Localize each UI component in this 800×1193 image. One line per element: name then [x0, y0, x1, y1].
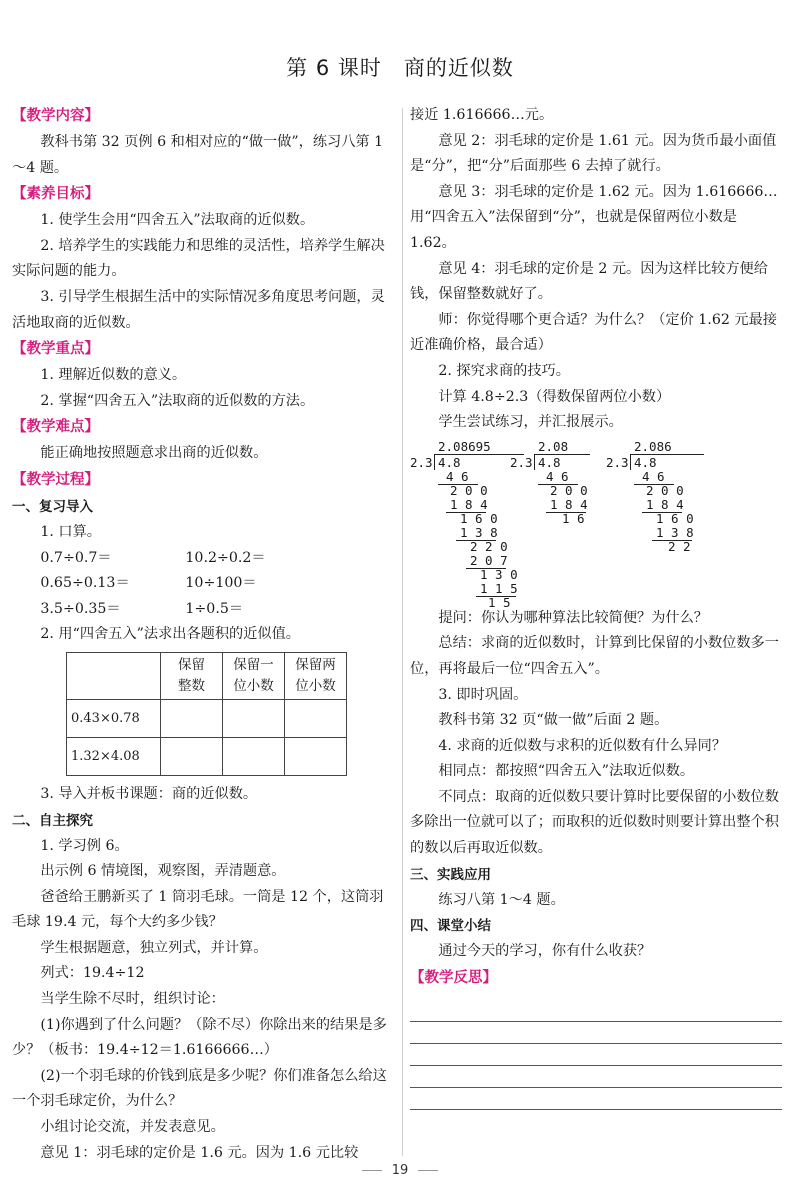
division-step: 2 0 0 — [550, 482, 588, 498]
division-step: 2 0 0 — [646, 482, 684, 498]
key-tag: 【教学重点】 — [12, 341, 99, 358]
division-step: 1 3 8 — [656, 524, 694, 540]
paragraph: 小组讨论交流，并发表意见。 — [40, 1119, 225, 1136]
oral-calc: 10÷100＝ — [185, 575, 257, 592]
oral-calc: 10.2÷0.2＝ — [185, 549, 266, 566]
table-corner — [67, 652, 161, 699]
division-divisor: 2.3 — [410, 454, 433, 470]
division-divisor: 2.3 — [510, 454, 533, 470]
paragraph: 意见 1：羽毛球的定价是 1.6 元。因为 1.6 元比较 — [40, 1144, 359, 1161]
table-cell — [223, 737, 285, 775]
lesson-topic: 商的近似数 — [403, 56, 514, 80]
division-step: 4 6 — [642, 468, 665, 484]
division-quotient: 2.08695 — [438, 438, 491, 454]
paragraph: 计算 4.8÷2.3（得数保留两位小数） — [438, 388, 671, 405]
table-row — [67, 737, 347, 775]
difficult-tag: 【教学难点】 — [12, 419, 99, 436]
section-heading: 三、实践应用 — [410, 866, 491, 883]
paragraph: 意见 4：羽毛球的定价是 2 元。因为这样比较方便给钱，保留整数就好了。 — [410, 260, 768, 303]
paragraph: 3. 即时巩固。 — [438, 686, 528, 703]
table-cell — [161, 737, 223, 775]
division-step: 1 3 0 — [480, 566, 518, 582]
right-column — [410, 103, 786, 1110]
division-step: 2 2 — [668, 538, 691, 554]
footer-dash — [418, 1170, 438, 1171]
division-bracket — [434, 454, 435, 470]
table-header: 保留两 位小数 — [285, 652, 347, 699]
column-divider — [402, 108, 403, 1156]
division-bracket — [534, 454, 535, 470]
lesson-number: 第 6 课时 — [286, 56, 382, 80]
oral-calc: 0.7÷0.7＝ — [40, 549, 112, 566]
paragraph: 师：你觉得哪个更合适？为什么？（定价 1.62 元最接近准确价格，最合适） — [410, 311, 777, 354]
paragraph: 教科书第 32 页“做一做”后面 2 题。 — [438, 712, 669, 729]
table-cell — [161, 699, 223, 737]
oral-calc: 0.65÷0.13＝ — [40, 575, 130, 592]
left-column — [12, 103, 392, 1166]
paragraph: 通过今天的学习，你有什么收获？ — [438, 943, 652, 960]
page-title — [0, 52, 800, 82]
list-item: 2. 用“四舍五入”法求出各题积的近似值。 — [40, 626, 300, 643]
oral-calc-row — [12, 546, 392, 572]
division-step: 1 5 — [488, 594, 511, 610]
paragraph: 接近 1.616666…元。 — [410, 107, 554, 123]
division-quotient: 2.08 — [538, 438, 569, 454]
division-step: 1 6 — [562, 510, 585, 526]
division-dividend: 4.8 — [438, 454, 461, 470]
table-header: 保留 整数 — [161, 652, 223, 699]
paragraph: (1)你遇到了什么问题？（除不尽）你除出来的结果是多少？（板书：19.4÷12＝1.6166666…） — [12, 1016, 387, 1059]
division-step: 1 8 4 — [646, 496, 684, 512]
content-text: 教科书第 32 页例 6 和相对应的“做一做”，练习八第 1～4 题。 — [12, 134, 384, 176]
goal-item: 2. 培养学生的实践能力和思维的灵活性，培养学生解决实际问题的能力。 — [12, 237, 385, 280]
oral-calc-row — [12, 597, 392, 623]
division-step: 4 6 — [446, 468, 469, 484]
list-item: 1. 口算。 — [40, 523, 101, 540]
table-row — [67, 699, 347, 737]
paragraph: 爸爸给王鹏新买了 1 筒羽毛球。一筒是 12 个，这筒羽毛球 19.4 元，每个大约多少钱？ — [12, 888, 384, 931]
division-dividend: 4.8 — [538, 454, 561, 470]
paragraph: 提问：你认为哪种算法比较简便？为什么？ — [438, 609, 708, 626]
writing-line — [410, 1044, 782, 1066]
oral-calc-row — [12, 571, 392, 597]
table-cell — [285, 699, 347, 737]
content-tag: 【教学内容】 — [12, 108, 99, 124]
paragraph: 4. 求商的近似数与求积的近似数有什么异同？ — [438, 737, 727, 754]
division-step: 1 3 8 — [460, 524, 498, 540]
goal-item: 1. 使学生会用“四舍五入”法取商的近似数。 — [40, 212, 315, 229]
table-cell — [223, 699, 285, 737]
division-quotient: 2.086 — [634, 438, 672, 454]
writing-lines — [410, 1000, 786, 1110]
key-point: 2. 掌握“四舍五入”法取商的近似数的方法。 — [40, 392, 315, 409]
division-step: 1 6 0 — [656, 510, 694, 526]
paragraph: 出示例 6 情境图，观察图，弄清题意。 — [40, 863, 286, 880]
footer-dash — [362, 1170, 382, 1171]
paragraph: 列式：19.4÷12 — [40, 965, 145, 982]
section-heading: 二、自主探究 — [12, 812, 93, 829]
paragraph: 意见 3：羽毛球的定价是 1.62 元。因为 1.616666…用“四舍五入”法保留到“分”，也就是保留两位小数是 1.62。 — [410, 183, 778, 251]
paragraph: 相同点：都按照“四舍五入”法取近似数。 — [438, 763, 695, 780]
table-row-label: 1.32×4.08 — [67, 737, 161, 775]
paragraph: 学生尝试练习，并汇报展示。 — [438, 414, 623, 431]
paragraph: (2)一个羽毛球的价钱到底是多少呢？你们准备怎么给这一个羽毛球定价，为什么？ — [12, 1067, 387, 1110]
division-step: 4 6 — [546, 468, 569, 484]
list-item: 3. 导入并板书课题：商的近似数。 — [40, 785, 258, 802]
paragraph: 总结：求商的近似数时，计算到比保留的小数位数多一位，再将最后一位“四舍五入”。 — [410, 635, 779, 677]
section-heading: 四、课堂小结 — [410, 918, 491, 935]
paragraph: 练习八第 1～4 题。 — [438, 891, 565, 908]
goals-tag: 【素养目标】 — [12, 186, 99, 203]
division-step: 1 6 0 — [460, 510, 498, 526]
paragraph: 1. 学习例 6。 — [40, 837, 129, 854]
long-division-group — [410, 436, 786, 610]
table-cell — [285, 737, 347, 775]
paragraph: 2. 探究求商的技巧。 — [438, 362, 570, 379]
writing-line — [410, 1000, 782, 1022]
oral-calc: 1÷0.5＝ — [185, 600, 244, 617]
writing-line — [410, 1066, 782, 1088]
paragraph: 学生根据题意，独立列式，并计算。 — [40, 939, 268, 956]
process-tag: 【教学过程】 — [12, 471, 99, 488]
table-header: 保留一 位小数 — [223, 652, 285, 699]
writing-line — [410, 1088, 782, 1110]
division-divisor: 2.3 — [606, 454, 629, 470]
page-footer — [0, 1163, 800, 1178]
division-step: 2 2 0 — [470, 538, 508, 554]
reflect-tag: 【教学反思】 — [410, 969, 497, 986]
division-step: 1 8 4 — [450, 496, 488, 512]
division-bracket — [630, 454, 631, 470]
approximation-table — [66, 652, 347, 776]
writing-line — [410, 1022, 782, 1044]
section-heading: 一、复习导入 — [12, 498, 93, 515]
oral-calc: 3.5÷0.35＝ — [40, 600, 121, 617]
division-dividend: 4.8 — [634, 454, 657, 470]
paragraph: 不同点：取商的近似数只要计算时比要保留的小数位数多除出一位就可以了；而取积的近似数时则要计算出整个积的数以后再取近似数。 — [410, 788, 779, 857]
paragraph: 意见 2：羽毛球的定价是 1.61 元。因为货币最小面值是“分”，把“分”后面那些 6 去掉了就行。 — [410, 132, 777, 175]
difficult-text: 能正确地按照题意求出商的近似数。 — [40, 445, 268, 462]
division-step: 2 0 7 — [470, 552, 508, 568]
page-number: 19 — [391, 1163, 409, 1178]
division-step: 2 0 0 — [450, 482, 488, 498]
key-point: 1. 理解近似数的意义。 — [40, 367, 187, 384]
paragraph: 当学生除不尽时，组织讨论： — [40, 991, 225, 1008]
goal-item: 3. 引导学生根据生活中的实际情况多角度思考问题，灵活地取商的近似数。 — [12, 288, 385, 331]
division-step: 1 1 5 — [480, 580, 518, 596]
table-header-row — [67, 652, 347, 699]
division-step: 1 8 4 — [550, 496, 588, 512]
table-row-label: 0.43×0.78 — [67, 699, 161, 737]
